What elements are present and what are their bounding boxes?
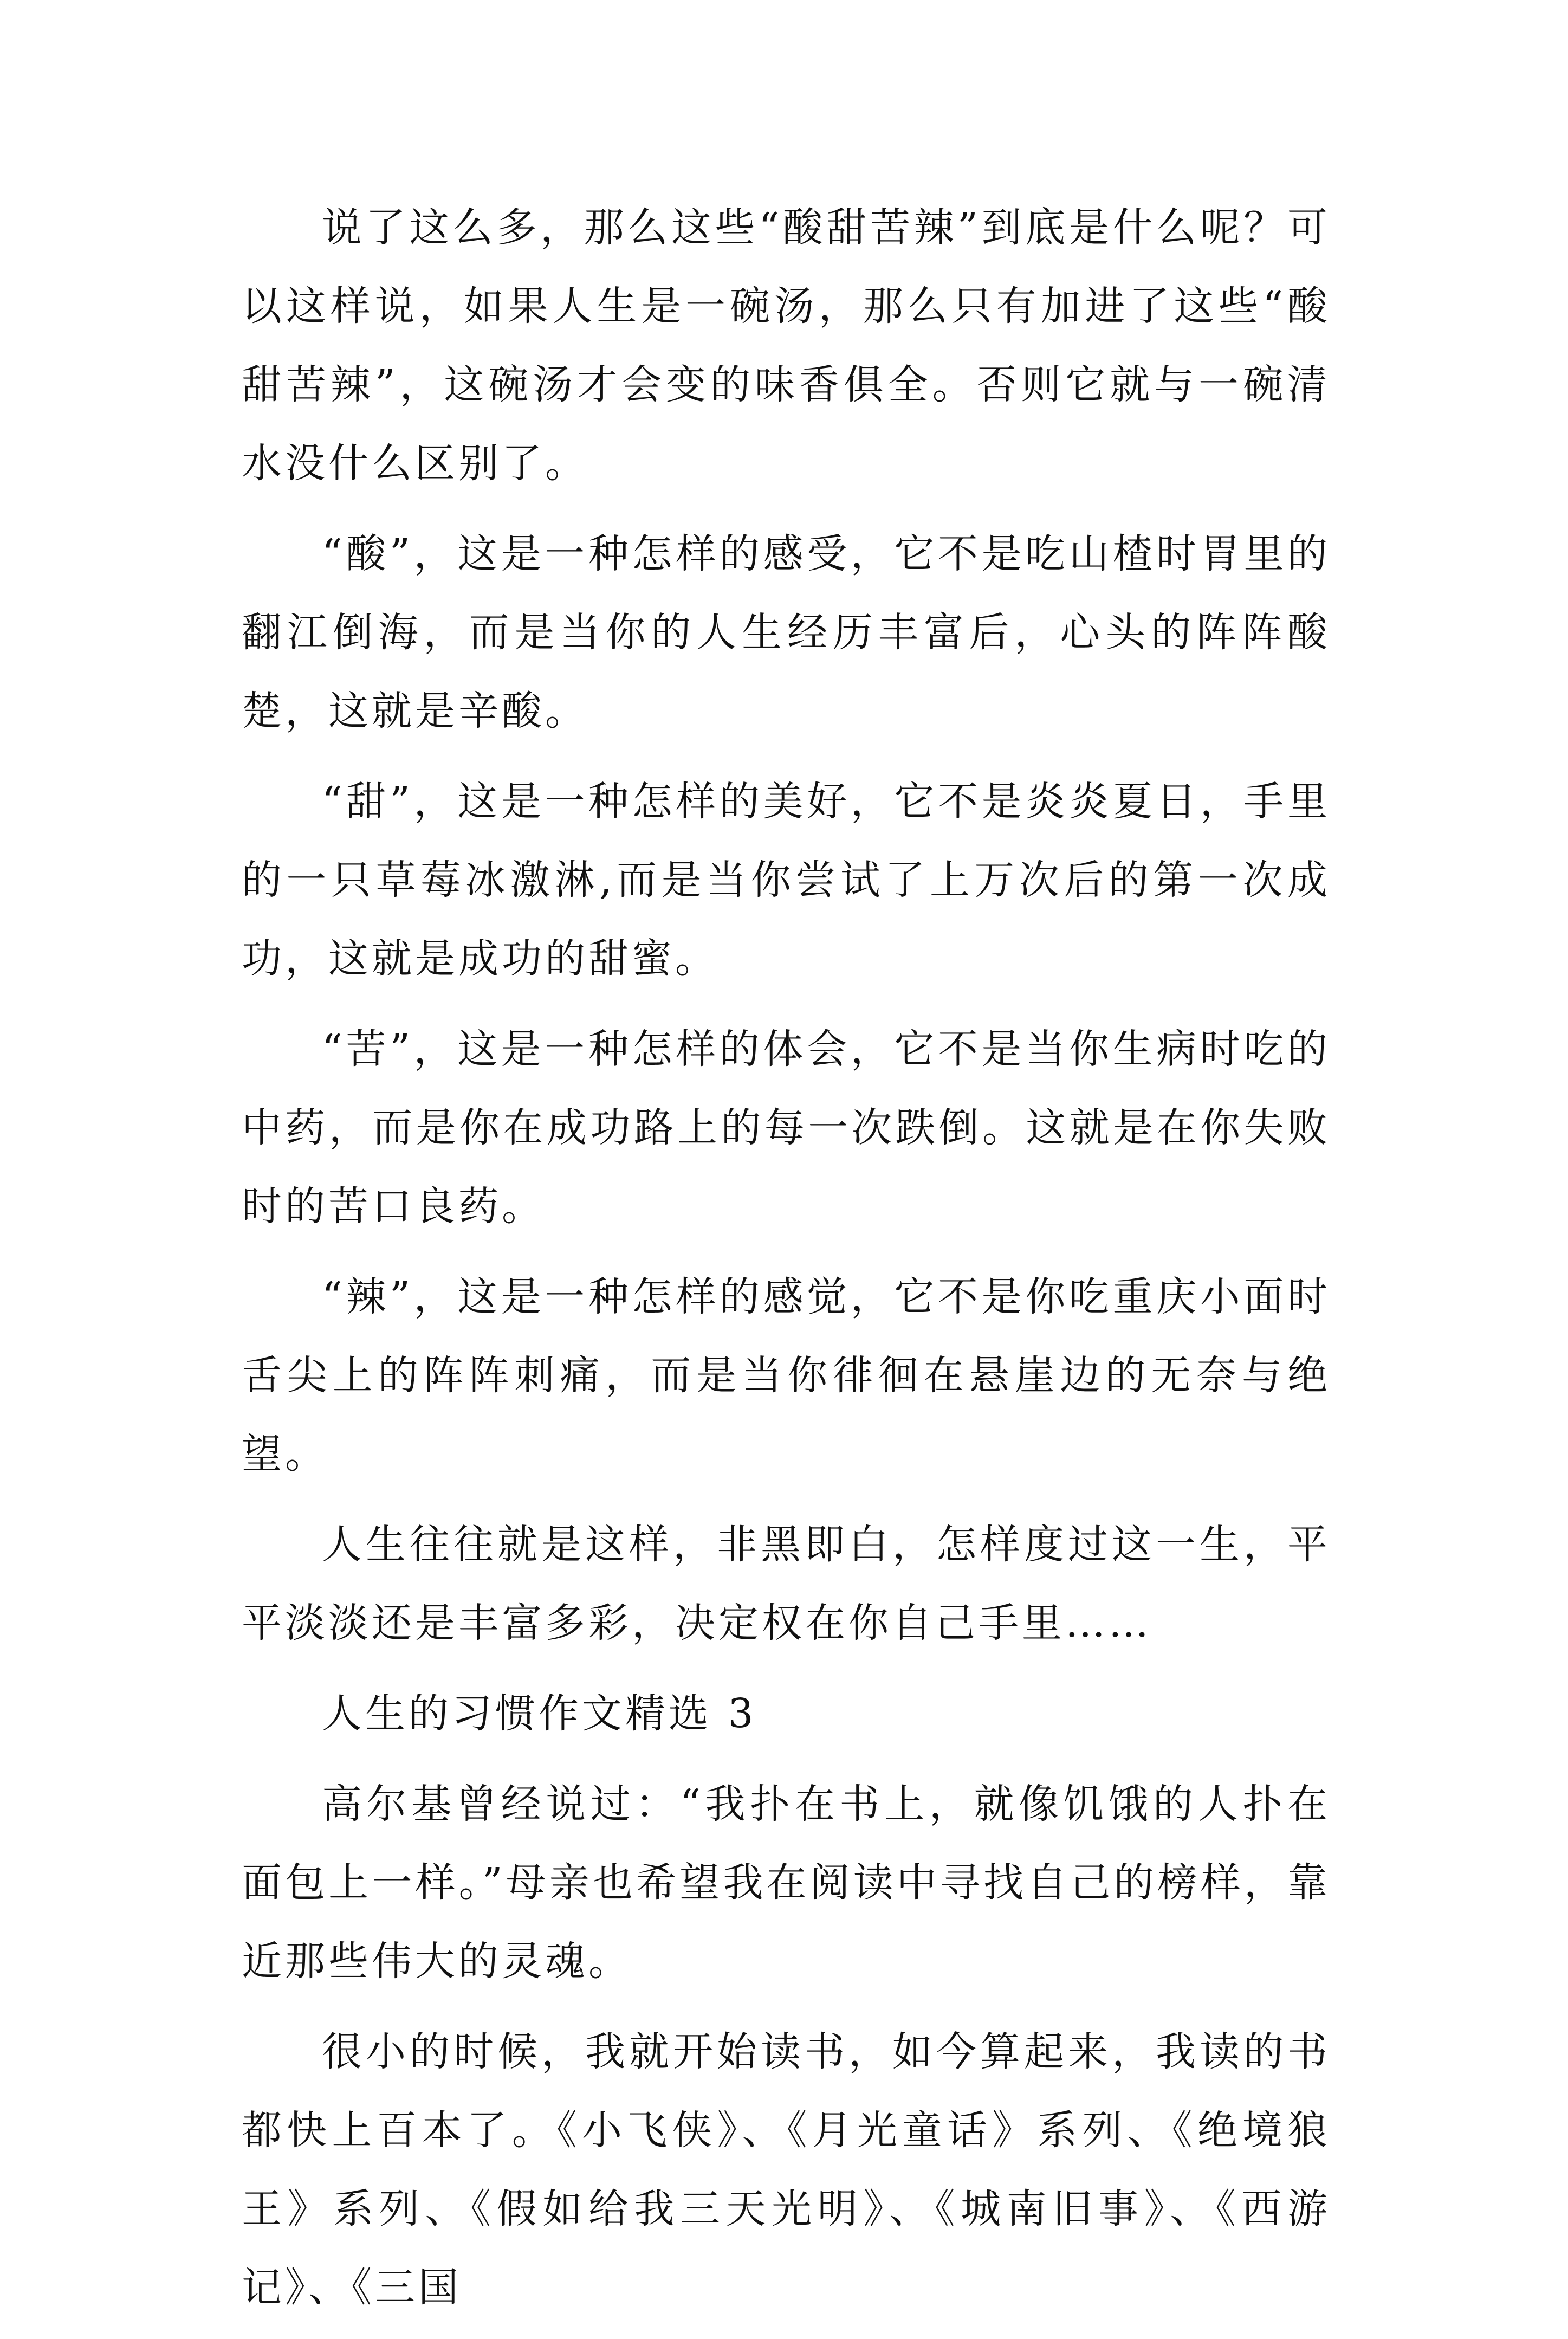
paragraph-gorky-quote: 高尔基曾经说过：“我扑在书上，就像饥饿的人扑在面包上一样。”母亲也希望我在阅读中寻找自己的榜样，靠近那些伟大的灵魂。 <box>242 1781 1331 1985</box>
section-heading: 人生的习惯作文精选 3 <box>322 1690 757 1737</box>
paragraph-reading-list: 很小的时候，我就开始读书，如今算起来，我读的书都快上百本了。《小飞侠》、《月光童话》系列、《绝境狼王》系列、《假如给我三天光明》、《城南旧事》、《西游记》、《三国 <box>242 2028 1331 2311</box>
paragraph-conclusion: 人生往往就是这样，非黑即白，怎样度过这一生，平平淡淡还是丰富多彩，决定权在你自己手里…… <box>242 1521 1331 1646</box>
paragraph-sweet: “甜”，这是一种怎样的美好，它不是炎炎夏日，手里的一只草莓冰激淋,而是当你尝试了上万次后的第一次成功，这就是成功的甜蜜。 <box>242 778 1331 982</box>
paragraph-bitter: “苦”，这是一种怎样的体会，它不是当你生病时吃的中药，而是你在成功路上的每一次跌倒。这就是在你失败时的苦口良药。 <box>242 1026 1331 1230</box>
paragraph-sour: “酸”，这是一种怎样的感受，它不是吃山楂时胃里的翻江倒海，而是当你的人生经历丰富后，心头的阵阵酸楚，这就是辛酸。 <box>242 531 1331 734</box>
document-body <box>242 189 1331 2339</box>
paragraph-intro: 说了这么多，那么这些“酸甜苦辣”到底是什么呢？可以这样说，如果人生是一碗汤，那么只有加进了这些“酸甜苦辣”，这碗汤才会变的味香俱全。否则它就与一碗清水没什么区别了。 <box>242 204 1331 487</box>
paragraph-spicy: “辣”，这是一种怎样的感觉，它不是你吃重庆小面时舌尖上的阵阵刺痛，而是当你徘徊在悬崖边的无奈与绝望。 <box>242 1274 1331 1477</box>
